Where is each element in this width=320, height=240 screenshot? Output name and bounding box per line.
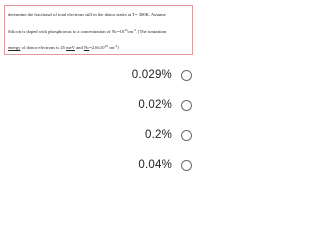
question-line-3-value: =2.8x10 xyxy=(89,45,105,50)
question-line-1: determine the fractional of total electrons still in the donor states at T= 300K. Assume xyxy=(8,12,166,17)
question-line-2-text: Silicon is doped with phosphorous to a concentration of Nc=10 xyxy=(8,29,125,34)
radio-button[interactable] xyxy=(181,130,192,141)
question-nc-symbol: Nc xyxy=(83,45,90,50)
question-line-2-exponent: 16 xyxy=(124,28,128,33)
radio-button[interactable] xyxy=(181,70,192,81)
question-line-2-end: . [The ionization xyxy=(135,29,167,34)
question-line-3-unit: cm xyxy=(107,45,115,50)
answer-option[interactable] xyxy=(42,60,192,90)
question-line-3-and: and xyxy=(74,45,84,50)
answer-option-label: 0.04% xyxy=(138,159,172,171)
answer-options xyxy=(42,60,192,180)
question-line-3 xyxy=(8,46,119,51)
question-line-3-unit-exponent: -3 xyxy=(114,44,118,49)
question-energy-word: energy xyxy=(8,45,21,50)
question-line-2-unit-exponent: -3 xyxy=(133,28,136,33)
answer-option[interactable] xyxy=(42,150,192,180)
question-line-3-end: ] xyxy=(117,45,119,50)
answer-option-label: 0.029% xyxy=(131,69,172,81)
radio-button[interactable] xyxy=(181,100,192,111)
answer-option[interactable] xyxy=(42,120,192,150)
question-box xyxy=(4,5,193,55)
radio-button[interactable] xyxy=(181,160,192,171)
question-line-2-unit: cm xyxy=(127,29,134,34)
question-line-3-text: of donor electrons is 45 xyxy=(20,45,67,50)
question-mev-unit: meV xyxy=(66,45,75,50)
answer-option-label: 0.2% xyxy=(144,129,172,141)
question-line-2 xyxy=(8,30,166,35)
answer-option[interactable] xyxy=(42,90,192,120)
answer-option-label: 0.02% xyxy=(138,99,172,111)
question-line-3-exponent: 19 xyxy=(104,44,108,49)
